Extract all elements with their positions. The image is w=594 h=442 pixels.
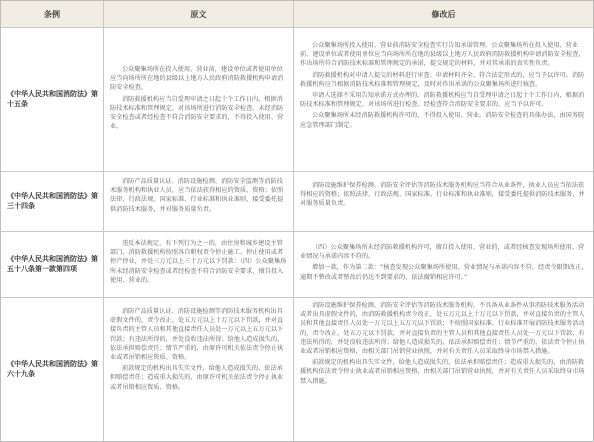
- original-paragraph: 消防产品质量认证、消防设施检测等消防技术服务机构出具虚假文件的，责令改正，处五万元以上十万元以下罚款，并对直接负责的主管人员和其他直接责任人员处一万元以上五万元以下罚款；有违法所得的，并处没收违法所得；给他人造成损失的，依法承担赔偿责任；情节严重的，由原许可机关依法责令停止执业或者吊销相应资质、资格。: [110, 308, 284, 362]
- revised-paragraph: 消防设施维护保养检测、消防安全评估等消防技术服务机构应当符合从业条件，执业人员应当依法获得相应的资格；依照法律、行政法规、国家标准、行业标准和执业准则，接受委托提供消防技术服务，并对服务质量负责。: [300, 182, 585, 208]
- header-original: 原文: [190, 9, 207, 19]
- original-paragraph: 消防救援机构应当自受理申请之日起十个工作日内，根据消防技术标准和管理规定，对该场所进行消防安全检查。未经消防安全检查或者经检查不符合消防安全要求的，不得投入使用、营业。: [110, 95, 284, 131]
- law-article-title: 《中华人民共和国消防法》第三十四条: [7, 192, 98, 210]
- original-paragraph: 前款规定的机构出具失实文件，给他人造成损失的，依法承担赔偿责任；造成重大损失的，由原许可机关依法责令停止执业或者吊销相应资质、资格。: [110, 365, 284, 391]
- revised-paragraph: 公众聚集场所投入使用、营业前消防安全检查实行告知承诺管理。公众聚集场所在投入使用、营业前，建设单位或者使用单位应当向场所所在地的县级以上地方人民政府消防救援机构申请消防安全检查，作出场所符合消防技术标准和管理规定的承诺，提交规定的材料，并对其承诺的真实性负责。: [300, 42, 585, 68]
- revised-paragraph: 申请人选择不采用告知承诺方式办理的，消防救援机构应当自受理申请之日起十个工作日内，根据消防技术标准和管理规定，对该场所进行检查。经检查符合消防安全要求的，应当予以许可。: [300, 92, 585, 109]
- header-revised: 修改后: [431, 9, 456, 19]
- table-row: [1, 27, 593, 172]
- revised-paragraph: （四）公众聚集场所未经消防救援机构许可，擅自投入使用、营业的，或者经核查发现场所使用、营业情况与承诺内容不符的。: [300, 244, 585, 261]
- table-row: [1, 231, 593, 298]
- law-article-title: 《中华人民共和国消防法》第十五条: [7, 90, 98, 108]
- revised-paragraph: 前款规定的机构出具失实文件，给他人造成损失的，依法承担赔偿责任；造成重大损失的，由消防救援机构依法责令停止执业或者吊销相应资格，由相关部门吊销营业执照，并对有关责任人员采取终身市场禁入措施。: [300, 359, 585, 385]
- revised-paragraph: 消防救援机构对申请人提交的材料进行审查；申请材料齐全、符合法定形式的，应当予以许可。消防救援机构应当根据消防技术标准和管理规定，及时对作出承诺的公众聚集场所进行核查。: [300, 71, 585, 88]
- original-paragraph: 违反本法规定，有下列行为之一的，由住房和城乡建设主管部门、消防救援机构按照各自职权责令停止施工、停止使用或者停产停业，并处三万元以上三十万元以下罚款：（四）公众聚集场所未经消防安全检查或者经检查不符合消防安全要求，擅自投入使用、营业的。: [110, 240, 287, 284]
- original-paragraph: 公众聚集场所在投入使用、营业前，建设单位或者使用单位应当向场所所在地的县级以上地方人民政府消防救援机构申请消防安全检查。: [110, 66, 284, 92]
- original-paragraph: 消防产品质量认证、消防设施检测、消防安全监测等消防技术服务机构和执业人员，应当依法获得相应的资质、资格；依照法律、行政法规、国家标准、行业标准和执业准则，接受委托提供消防技术服务，并对服务质量负责。: [110, 178, 284, 213]
- law-article-title: 《中华人民共和国消防法》第六十九条: [7, 360, 98, 378]
- table-row: [1, 297, 593, 441]
- table-header-row: [1, 1, 593, 28]
- header-article: 条例: [44, 9, 60, 19]
- law-article-title: 《中华人民共和国消防法》第五十八条第一款第四项: [7, 255, 98, 273]
- revised-paragraph: 增加一款，作为第二款：“核查发现公众聚集场所使用、营业情况与承诺内容不符，经责令限期改正，逾期不整改或者整改后仍达不到要求的，依法撤销相应许可。”: [300, 264, 588, 281]
- table-row: [1, 171, 593, 232]
- revised-paragraph: 消防设施维护保养检测、消防安全评估等消防技术服务机构，不具备从业条件从事消防技术服务活动或者出具虚假文件的，由消防救援机构责令改正，处五万元以上十万元以下罚款，并对直接负责的主管人员和其他直接责任人员处一万元以上五万元以下罚款；不按照国家标准、行业标准开展消防技术服务活动的，责令改正，处五万元以下罚款，并对直接负责的主管人员和其他直接责任人员处一万元以下罚款；有违法所得的，并处没收违法所得；给他人造成损失的，依法承担赔偿责任；情节严重的，依法责令停止执业或者吊销相应资格，由相关部门吊销营业执照，并对有关责任人员采取终身市场禁入措施。: [300, 302, 585, 356]
- revised-paragraph: 公众聚集场所未经消防救援机构许可的，不得投入使用、营业。消防安全检查的具体办法，由国务院应急管理部门制定。: [300, 112, 585, 129]
